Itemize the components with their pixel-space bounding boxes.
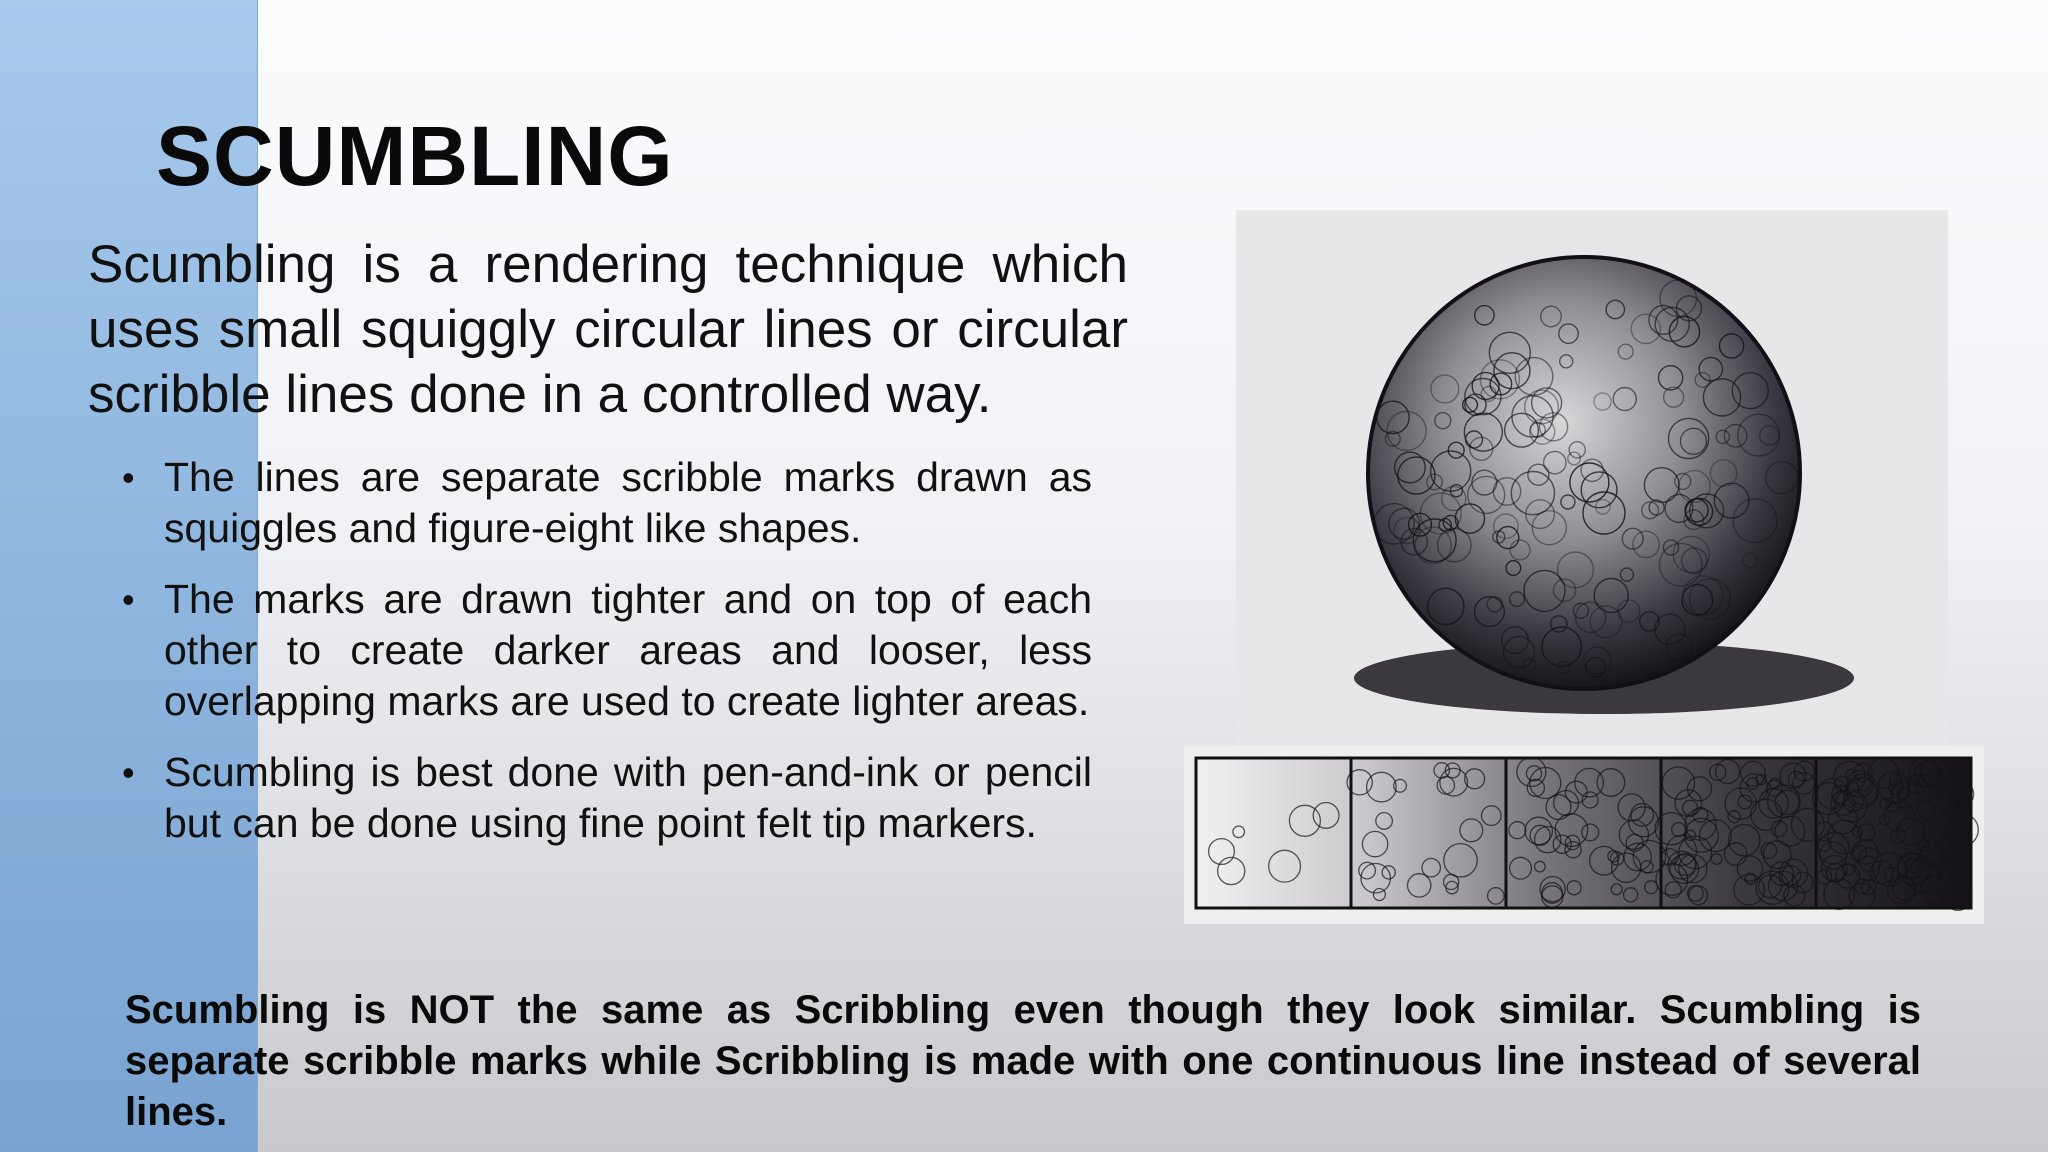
bullet-icon: • xyxy=(122,457,135,498)
bullet-icon: • xyxy=(122,752,135,793)
bullet-item xyxy=(122,574,1092,727)
bullet-text: The marks are drawn tighter and on top of each other to create darker areas and looser, less overlapping marks are used to create lighter areas. xyxy=(164,576,1092,724)
scumbling-drawing xyxy=(1184,210,1984,924)
bullet-icon: • xyxy=(122,579,135,620)
intro-paragraph: Scumbling is a rendering technique which uses small squiggly circular lines or circular scribble lines done in a controlled way. xyxy=(88,235,1128,424)
sphere xyxy=(1368,257,1800,689)
slide-title: SCUMBLING xyxy=(156,109,674,203)
bullet-text: The lines are separate scribble marks drawn as squiggles and figure-eight like shapes. xyxy=(164,454,1092,551)
bullet-item xyxy=(122,452,1092,554)
bullet-text: Scumbling is best done with pen-and-ink or pencil but can be done using fine point felt tip markers. xyxy=(164,749,1092,846)
bullet-item xyxy=(122,747,1092,849)
scumbling-illustration xyxy=(1184,210,1984,924)
bullet-list xyxy=(122,452,1092,869)
comparison-note: Scumbling is NOT the same as Scribbling even though they look similar. Scumbling is separate scribble marks while Scribbling is made with one continuous line instead of several lines. xyxy=(125,988,1921,1134)
